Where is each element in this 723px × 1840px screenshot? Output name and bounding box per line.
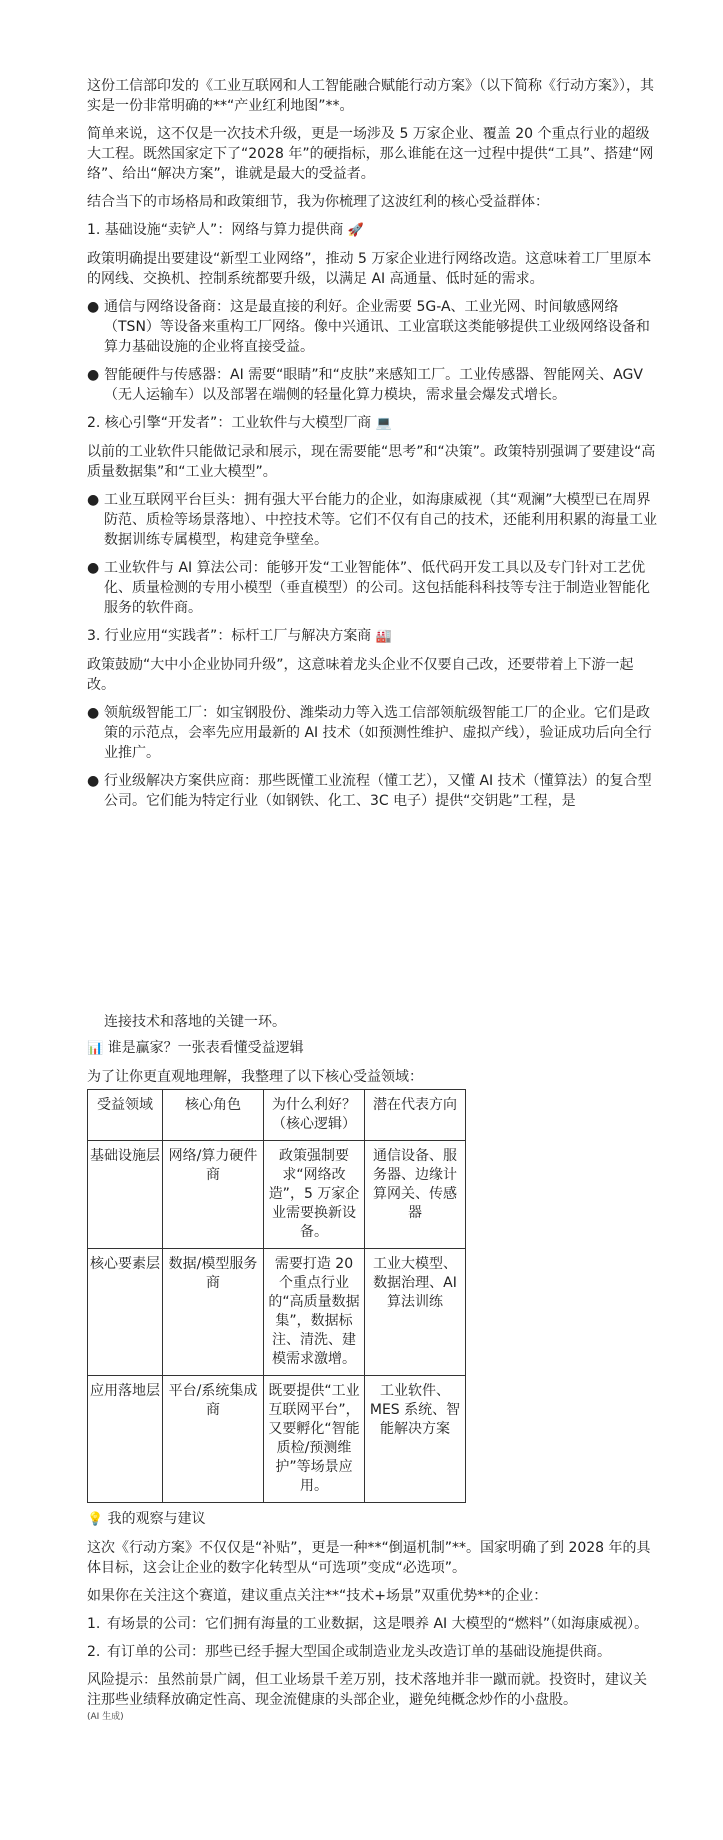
winners-intro: 为了让你更直观地理解，我整理了以下核心受益领域： — [87, 1069, 423, 1085]
section-title: 3. 行业应用“实践者”：标杆工厂与解决方案商 — [87, 628, 372, 644]
bar-chart-icon: 📊 — [87, 1041, 104, 1056]
table-row — [88, 1249, 466, 1376]
light-bulb-icon: 💡 — [87, 1512, 104, 1527]
table-cell: 既要提供“工业互联网平台”，又要孵化“智能质检/预测维护”等场景应用。 — [264, 1376, 365, 1503]
intro-paragraph: 结合当下的市场格局和政策细节，我为你梳理了这波红利的核心受益群体： — [87, 194, 549, 210]
factory-icon: 🏭 — [375, 629, 392, 644]
table-cell: 核心要素层 — [88, 1249, 163, 1376]
list-item-text: 智能硬件与传感器：AI 需要“眼睛”和“皮肤”来感知工厂。工业传感器、智能网关、AGV（无人运输车）以及部署在端侧的轻量化算力模块，需求量会爆发式增长。 — [104, 367, 643, 403]
risk-warning: 风险提示：虽然前景广阔，但工业场景千差万别，技术落地并非一蹴而就。投资时，建议关注那些业绩释放确定性高、现金流健康的头部企业，避免纯概念炒作的小盘股。 — [87, 1672, 647, 1708]
numbered-item — [87, 1642, 657, 1662]
table-row — [88, 1376, 466, 1503]
section-description: 政策明确提出要建设“新型工业网络”，推动 5 万家企业进行网络改造。这意味着工厂里原本的网线、交换机、控制系统都要升级，以满足 AI 高通量、低时延的需求。 — [87, 251, 652, 287]
section-description: 政策鼓励“大中小企业协同升级”，这意味着龙头企业不仅要自己改，还要带着上下游一起改。 — [87, 657, 634, 693]
article-part-two — [87, 1012, 657, 1723]
bullet-icon: ● — [87, 773, 100, 789]
bullet-icon: ● — [87, 560, 100, 576]
beneficiary-table — [87, 1089, 466, 1503]
item-number: 2. — [87, 1644, 101, 1660]
list-item-text: 领航级智能工厂：如宝钢股份、潍柴动力等入选工信部领航级智能工厂的企业。它们是政策的示范点，会率先应用最新的 AI 技术（如预测性维护、虚拟产线），验证成功后向全行业推广。 — [104, 705, 652, 761]
list-item-text: 通信与网络设备商：这是最直接的利好。企业需要 5G-A、工业光网、时间敏感网络（TSN）等设备来重构工厂网络。像中兴通讯、工业富联这类能够提供工业级网络设备和算力基础设施的企业将直接受益。 — [104, 299, 650, 355]
table-cell: 基础设施层 — [88, 1141, 163, 1249]
column-header: 为什么利好？（核心逻辑） — [264, 1090, 365, 1141]
item-text: 有场景的公司：它们拥有海量的工业数据，这是喂养 AI 大模型的“燃料”（如海康威视）。 — [107, 1616, 649, 1632]
list-item-text: 工业互联网平台巨头：拥有强大平台能力的企业，如海康威视（其“观澜”大模型已在周界防范、质检等场景落地）、中控技术等。它们不仅有自己的技术，还能利用积累的海量工业数据训练专属模型，构建竞争壁垒。 — [104, 492, 657, 548]
table-header-row — [88, 1090, 466, 1141]
section-heading — [87, 626, 657, 647]
winners-heading — [87, 1038, 657, 1059]
item-number: 1. — [87, 1616, 101, 1632]
list-item — [87, 771, 657, 811]
advice-paragraph: 这次《行动方案》不仅仅是“补贴”，更是一种**“倒逼机制”**。国家明确了到 2028 年的具体目标，这会让企业的数字化转型从“可选项”变成“必选项”。 — [87, 1540, 651, 1576]
list-item — [87, 490, 657, 550]
numbered-item — [87, 1614, 657, 1634]
advice-title: 我的观察与建议 — [107, 1511, 206, 1527]
table-cell: 通信设备、服务器、边缘计算网关、传感器 — [365, 1141, 466, 1249]
rocket-icon: 🚀 — [347, 223, 364, 238]
section-title: 2. 核心引擎“开发者”：工业软件与大模型厂商 — [87, 415, 372, 431]
ai-generated-note: (AI 生成) — [87, 1712, 124, 1722]
column-header: 核心角色 — [163, 1090, 264, 1141]
table-row — [88, 1141, 466, 1249]
list-item — [87, 365, 657, 405]
table-cell: 工业大模型、数据治理、AI 算法训练 — [365, 1249, 466, 1376]
table-cell: 数据/模型服务商 — [163, 1249, 264, 1376]
table-cell: 网络/算力硬件商 — [163, 1141, 264, 1249]
bullet-icon: ● — [87, 299, 100, 315]
section-heading — [87, 413, 657, 434]
laptop-icon: 💻 — [375, 416, 392, 431]
table-cell: 应用落地层 — [88, 1376, 163, 1503]
article-part-one — [87, 76, 657, 819]
list-item-text: 行业级解决方案供应商：那些既懂工业流程（懂工艺），又懂 AI 技术（懂算法）的复合型公司。它们能为特定行业（如钢铁、化工、3C 电子）提供“交钥匙”工程，是 — [104, 773, 652, 809]
list-item-text: 工业软件与 AI 算法公司：能够开发“工业智能体”、低代码开发工具以及专门针对工艺优化、质量检测的专用小模型（垂直模型）的公司。这包括能科科技等专注于制造业智能化服务的软件商。 — [104, 560, 650, 616]
advice-heading — [87, 1509, 657, 1530]
table-cell: 工业软件、MES 系统、智能解决方案 — [365, 1376, 466, 1503]
table-cell: 平台/系统集成商 — [163, 1376, 264, 1503]
bullet-icon: ● — [87, 367, 100, 383]
list-item — [87, 703, 657, 763]
item-text: 有订单的公司：那些已经手握大型国企或制造业龙头改造订单的基础设施提供商。 — [107, 1644, 611, 1660]
winners-title: 谁是赢家？一张表看懂受益逻辑 — [107, 1040, 304, 1056]
section-heading — [87, 220, 657, 241]
column-header: 潜在代表方向 — [365, 1090, 466, 1141]
list-item — [87, 297, 657, 357]
table-cell: 需要打造 20 个重点行业的“高质量数据集”，数据标注、清洗、建模需求激增。 — [264, 1249, 365, 1376]
advice-paragraph: 如果你在关注这个赛道，建议重点关注**“技术+场景”双重优势**的企业： — [87, 1588, 548, 1604]
list-item-continuation: 连接技术和落地的关键一环。 — [104, 1014, 286, 1030]
bullet-icon: ● — [87, 705, 100, 721]
list-item — [87, 558, 657, 618]
column-header: 受益领域 — [88, 1090, 163, 1141]
bullet-icon: ● — [87, 492, 100, 508]
intro-paragraph: 简单来说，这不仅是一次技术升级，更是一场涉及 5 万家企业、覆盖 20 个重点行业的超级大工程。既然国家定下了“2028 年”的硬指标，那么谁能在这一过程中提供“工具”、搭建“网络”、给出“解决方案”，谁就是最大的受益者。 — [87, 126, 654, 182]
section-description: 以前的工业软件只能做记录和展示，现在需要能“思考”和“决策”。政策特别强调了要建设“高质量数据集”和“工业大模型”。 — [87, 444, 656, 480]
intro-paragraph: 这份工信部印发的《工业互联网和人工智能融合赋能行动方案》（以下简称《行动方案》），其实是一份非常明确的**“产业红利地图”**。 — [87, 78, 654, 114]
table-cell: 政策强制要求“网络改造”，5 万家企业需要换新设备。 — [264, 1141, 365, 1249]
section-title: 1. 基础设施“卖铲人”：网络与算力提供商 — [87, 222, 344, 238]
